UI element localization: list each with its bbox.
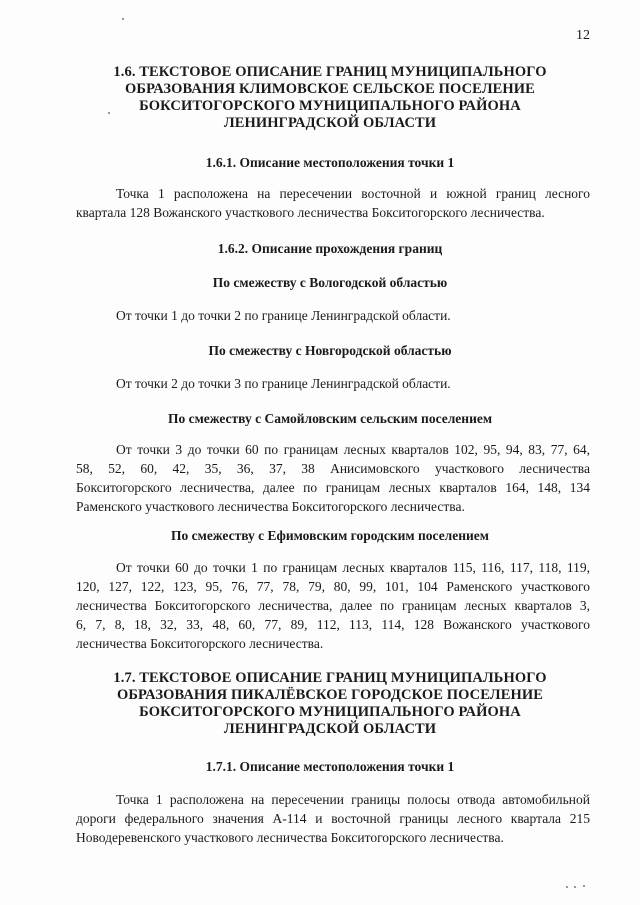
- paragraph-point-1-location: [76, 184, 590, 222]
- section-title-line: БОКСИТОГОРСКОГО МУНИЦИПАЛЬНОГО РАЙОНА: [139, 98, 521, 114]
- efimovsky-border-heading: По смежеству с Ефимовским городским поселением: [171, 528, 489, 543]
- text-line: Бокситогорского лесничества, далее по границам лесных кварталов 164, 148, 134: [76, 480, 590, 495]
- text-line: 58, 52, 60, 42, 35, 36, 37, 38 Анисимовского участкового лесничества: [76, 461, 590, 476]
- text-line: 120, 127, 122, 123, 95, 76, 77, 78, 79, 80, 99, 101, 104 Раменского участкового: [76, 579, 590, 594]
- scan-speck: [108, 112, 110, 114]
- section-title-line: ЛЕНИНГРАДСКОЙ ОБЛАСТИ: [223, 115, 437, 131]
- text-line: лесничества Бокситогорского лесничества, далее по границам лесных кварталов 3,: [76, 598, 590, 613]
- text-line: 6, 7, 8, 18, 32, 33, 48, 60, 77, 89, 112, 113, 114, 128 Вожанского участкового: [76, 617, 590, 632]
- scan-speck: [583, 885, 585, 887]
- text-line: От точки 3 до точки 60 по границам лесных кварталов 102, 95, 94, 83, 77, 64,: [116, 442, 590, 457]
- text-line: квартала 128 Вожанского участкового лесничества Бокситогорского лесничества.: [76, 205, 545, 220]
- page-number: 12: [576, 28, 590, 43]
- samoylovo-border-text: [76, 440, 590, 516]
- section-title-line: ЛЕНИНГРАДСКОЙ ОБЛАСТИ: [223, 721, 437, 737]
- subsection-1-6-2-title: 1.6.2. Описание прохождения границ: [217, 241, 443, 256]
- text-line: От точки 2 до точки 3 по границе Ленинградской области.: [116, 376, 451, 391]
- text-line: Новодеревенского участкового лесничества Бокситогорского лесничества.: [76, 830, 504, 845]
- scan-speck: [122, 18, 124, 20]
- subsection-1-6-1-title: 1.6.1. Описание местоположения точки 1: [205, 155, 455, 170]
- text-line: Раменского участкового лесничества Бокситогорского лесничества.: [76, 499, 465, 514]
- text-line: От точки 60 до точки 1 по границам лесных кварталов 115, 116, 117, 118, 119,: [116, 560, 590, 575]
- section-title-line: 1.7. ТЕКСТОВОЕ ОПИСАНИЕ ГРАНИЦ МУНИЦИПАЛЬНОГО: [113, 670, 547, 686]
- section-title-line: БОКСИТОГОРСКОГО МУНИЦИПАЛЬНОГО РАЙОНА: [139, 704, 521, 720]
- scan-speck: [574, 886, 576, 888]
- section-title-line: ОБРАЗОВАНИЯ КЛИМОВСКОЕ СЕЛЬСКОЕ ПОСЕЛЕНИЕ: [125, 81, 535, 97]
- paragraph-point-1-location-pikalevo: [76, 790, 590, 847]
- scan-speck: [566, 886, 568, 888]
- text-line: дороги федерального значения А-114 и восточной границы лесного квартала 215: [76, 811, 590, 826]
- samoylovo-border-heading: По смежеству с Самойловским сельским поселением: [167, 411, 493, 426]
- section-1-6-title: [78, 64, 582, 132]
- vologda-border-heading: По смежеству с Вологодской областью: [212, 275, 448, 290]
- subsection-1-7-1-title: 1.7.1. Описание местоположения точки 1: [205, 759, 455, 774]
- novgorod-border-heading: По смежеству с Новгородской областью: [208, 343, 452, 358]
- text-line: Точка 1 расположена на пересечении восточной и южной границ лесного: [116, 186, 590, 201]
- text-line: лесничества Бокситогорского лесничества.: [76, 636, 324, 651]
- text-line: Точка 1 расположена на пересечении границы полосы отвода автомобильной: [116, 792, 590, 807]
- section-title-line: ОБРАЗОВАНИЯ ПИКАЛЁВСКОЕ ГОРОДСКОЕ ПОСЕЛЕНИЕ: [116, 687, 544, 703]
- section-title-line: 1.6. ТЕКСТОВОЕ ОПИСАНИЕ ГРАНИЦ МУНИЦИПАЛЬНОГО: [113, 64, 547, 80]
- efimovsky-border-text: [76, 558, 590, 653]
- section-1-7-title: [78, 670, 582, 738]
- vologda-border-text: [76, 306, 590, 325]
- text-line: От точки 1 до точки 2 по границе Ленинградской области.: [116, 308, 451, 323]
- novgorod-border-text: [76, 374, 590, 393]
